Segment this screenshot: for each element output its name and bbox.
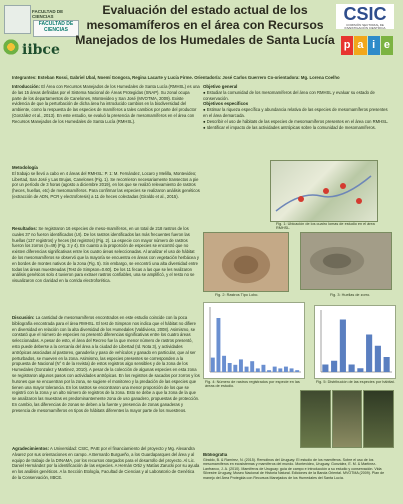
chart-bar-1 [322, 365, 328, 373]
specific-objective-3: ● Identificar el impacto de las actividades antrópicas sobre la comunidad de mesomamíferos. [203, 124, 376, 130]
methods-heading: Metodología [12, 165, 38, 170]
intro-text: El Área con Recursos Manejados de los Humedales de Santa Lucía (RMHSL) es una de las 15 áreas definidas por el Sistema Nacional de Áreas Protegidas (SNAP). Su zonal ocupa parte de los departamentos de Canelones, Montevideo y San José (MVOTMA, 2009). Existe evidencia de que la perturbación de dicha área ha introducido cambios en la biodiversidad del ambiente, como la respuesta de las especies de mamíferos a tales cambios por parte del productor (González et al., 2013). En este estudio, se evaluó la presencia de mesomamíferos en el área con Recursos Manejados de los Humedales de Santa Lucía (RMHSL). [12, 84, 200, 124]
methods-section [12, 165, 200, 200]
introduction-section [12, 84, 200, 125]
chart-bar-3 [340, 320, 346, 373]
acknowledgements-heading: Agradecimientos: [12, 446, 50, 451]
site-marker-1 [298, 196, 304, 202]
specific-objective-1: ● Estimar la riqueza específica y abundancia relativa de las especies de mesomamíferos presentes en el área demarcada. [203, 107, 388, 118]
habitat-bar-chart [314, 305, 396, 379]
csic-logo [336, 4, 394, 29]
bibliography-heading: Bibliografía [203, 453, 228, 457]
acknowledgements-text: A Universidad: CSIC, PAIE por el financiamiento del proyecto y Mg. Alexandra Alvarez por sus orientaciones en campo. A Bernardo Burgueño, a los Guardaparques del área y al equipo de trabajo de la DINAMA, por los recursos otorgados para el desarrollo del proyecto. Al Lic. Daniel Hernández por la identificación de las especies. A Hernán Ortiz y Matías Zarucki por su ayuda en los análisis genéticos. A la Sección Etología, Facultad de Ciencias y al Laboratorio de Genética de la Conservación, IIBCE. [12, 446, 200, 480]
chart-bar-o [290, 368, 294, 372]
intro-heading: Introducción: [12, 84, 41, 89]
discussion-text: La cantidad de mesomamíferos encontrados en este estudio coincide con la poca bibliografía encontrada para el área RMHSL. El test de Simpson nos indica que el hábitat no difiere en diversidad en relación con la alta diversidad de los Humedales (Valdivieso, 2008). Asimismo, se constató que el número de especies no presentó diferencias significativas entre los cuatro áreas seleccionadas. A pesar de esto, el área del Recreo fue la que menor número de rastros presentó, esto puede deberse a la cercanía del área a la ciudad de Libertad (Id. Nota 3), y actividades antrópicas asociadas al pastoreo, ganadería y paso de vehículos y ganado en particular, que al ser perturbados, se mueven en la zona. Asimismo, las especies presentes se corresponden a la propuesta de Nacional (N° 6 de la revista) de estos registros algo sensibles y de la zona de los Humedales (Gonzalez y Martinez, 2010). A pesar de la colección de algunas especies en esta zona se registraron algunos pasos con actividades antrópicas. En los registros de sacados por zorros y los hurones que se encuentran por la zona, se sugiere el monitoreo y la predación de las especies que tienen una mayor tolerancia. En los rastros se encontraron una menor proporción de los que se registró con la zona y un alto número de registros de la zona. Esto se debe a que la zona de la que se analizaron las muestras es predominantemente zona de uso ganadero, propuestas de protección. En cambio, las diferencias de zonas se deben a la fuente y presencia de zonas ganaderas y presencia de mesomamíferos en tipos de hábitats diferentes la mayor parte de los muestreos. [12, 315, 200, 413]
animal-photo-3 [363, 390, 394, 448]
paie-letter-e: e [381, 36, 393, 55]
chart-bar-f [239, 359, 243, 372]
discussion-heading: Discusión: [12, 315, 35, 320]
fig3-caption: Fig. 3: Huellas de zorro. [330, 293, 371, 297]
site-marker-2 [323, 188, 329, 194]
general-objective-heading: Objetivo general [203, 84, 238, 89]
species-bar-chart-svg [204, 303, 304, 378]
chart-bar-2 [331, 361, 337, 372]
authors-line: Integrantes: Esteban Rossi, Gabriel Ubal, Noemí Gongora, Regina Lacarte y Lucía Firme. Orientador/a: José Carlos Guerrero Co-orientadora: Mg. Lorena Coelho [12, 75, 340, 80]
chart-bar-b [216, 318, 220, 372]
general-objective-text: ● Estudiar la comunidad de los mesomamíferos del área con RMHSL y evaluar su estado de conservación. [203, 89, 375, 101]
specific-objective-2: ● Describir el uso de hábitats de las especies de mesomamíferos presentes en el área con RMHSL. [203, 118, 389, 124]
bibliography-section [203, 453, 393, 501]
fig5-caption: Fig. 5: Distribución de las especies por hábitat. [316, 380, 395, 384]
chart-bar-m [278, 368, 282, 372]
paie-letter-a: a [354, 36, 366, 55]
facultad-logo [4, 5, 31, 34]
chart-bar-k [267, 370, 271, 372]
results-section [12, 226, 200, 284]
bibliography-text: Giraldo, B. & Ramírez, N. (2015). Remolinos del Uruguay: El estudio de los mamíferos. Sobre el uso de los mesomamíferos en ecosistemas y mamíferos del mundo. Montevideo, Uruguay. González, E. M. & Martínez-Lanfranco, J. A. (2010). Mamíferos de Uruguay: guía de campo e introducción a su estudio y conservación. Vida Silvestre Uruguay, Museo Nacional de Historia Natural. Ediciones de la Banda Oriental. MVOTMA (2009). Plan de manejo del Área Protegida con Recursos Manejados de los Humedales del Santa Lucía. [203, 457, 385, 480]
animal-photo-1 [300, 390, 331, 448]
ciencias-logo-text: FACULTAD DE CIENCIAS [38, 21, 74, 33]
chart-bar-c [222, 356, 226, 372]
chart-bar-a [211, 358, 215, 372]
discussion-section [12, 315, 200, 437]
site-marker-3 [340, 183, 346, 189]
animal-photo-2 [332, 390, 363, 448]
site-marker-4 [356, 198, 362, 204]
facultad-logo-text: FACULTAD DE CIENCIAS [32, 9, 64, 19]
acknowledgements-section [12, 446, 200, 498]
chart-bar-p [295, 370, 299, 372]
csic-logo-subtext: COMISIÓN SECTORIAL DE INVESTIGACIÓN CIENTÍFICA [344, 23, 386, 30]
footprint-photo [300, 232, 392, 290]
chart-bar-g [245, 367, 249, 372]
iibce-logo: iibce [22, 42, 60, 58]
chart-bar-6 [366, 335, 372, 373]
fig4-caption: Fig. 4: Número de rastros registrados por especie en las áreas de estudio. [205, 380, 300, 389]
results-text: Se registraron 16 especies de meso-mamíferos, en un total de 218 rastros de los cuales 37 no fueron identificados (UI). De los rastros identificados las más frecuentes fueron las huellas (137 registros) y heces (64 registros) (Fig. 2). La especie con mayor número de rastros fueron los zorros (n=49) (Fig. 3 y 4). En cuanto a la proporción de especies se encontró que no existen diferencias significativas entre los cuatro áreas seleccionadas. Al analizar el uso de hábitat de los mesomamíferos se observó que la mayoría se encuentra en áreas con vegetación herbácea y en bordes de montes nativos de la zona (Fig. 5). Sin embargo, se encontró una alta diversidad entre todas las áreas muestreadas (Test de Simpson=0.60). De los 11 fecas a las que se les realizaron análisis genéticos solo 4 tuvieron para extraer rastros confiables, una se amplificó, y el resto no se visualizaron con claridad en la corrida electroforética. [12, 226, 199, 284]
chart-bar-l [273, 367, 277, 372]
paie-logo [341, 36, 393, 55]
animal-photo-strip [300, 390, 394, 448]
chart-bar-4 [349, 365, 355, 373]
species-bar-chart [203, 302, 305, 379]
map-drawing [271, 161, 377, 221]
habitat-bar-chart-svg [315, 306, 395, 378]
chart-bar-j [261, 365, 265, 372]
chart-bar-e [233, 365, 237, 372]
fig2-caption: Fig. 2: Rastros Tipo Lobo. [215, 293, 259, 297]
chart-bar-n [284, 367, 288, 372]
fig1-caption: Fig. 1: Ubicación de los cuatro lomas de estudio en el área RMHSL. [276, 222, 375, 231]
paie-letter-p: p [341, 36, 353, 55]
river-line [276, 176, 371, 211]
chart-bar-7 [375, 346, 381, 372]
study-area-map [270, 160, 378, 222]
paie-letter-i: i [368, 36, 380, 55]
csic-logo-text: CSIC [343, 4, 387, 24]
results-heading: Resultados: [12, 226, 38, 231]
poster-title: Evaluación del estado actual de los mesomamíferos en el área con Recursos Manejados de los Humedales de Santa Lucía [75, 3, 335, 47]
chart-bar-5 [357, 368, 363, 372]
objectives-section [203, 84, 393, 130]
specific-objectives-heading: Objetivos específicos [203, 101, 249, 107]
methods-text: El trabajo se llevó a cabo en 4 áreas del RMHSL: P. 1: M. Fernández, Locaro y Melilla, Montevideo; Libertad, San José y Las Brujas, Canelones (Fig. 1). Se recorrieron necesariamente transectos a pie por un período de 3 horas (agosto a diciembre 2019), en los que se realizó relevamiento de rastros (heces, huellas, etc) de mesomamíferos. Para confirmar las especies se realizaron análisis genéticos (extracción de ADN, PCR y electroforesis) a 11 de heces colectadas (Giraldo et al., 2015). [12, 170, 200, 199]
chart-bar-i [256, 368, 260, 372]
chart-bar-h [250, 361, 254, 372]
chart-bar-8 [384, 357, 390, 372]
chart-bar-d [228, 363, 232, 372]
flower-logo-icon [2, 38, 20, 56]
scat-photo [203, 232, 289, 292]
